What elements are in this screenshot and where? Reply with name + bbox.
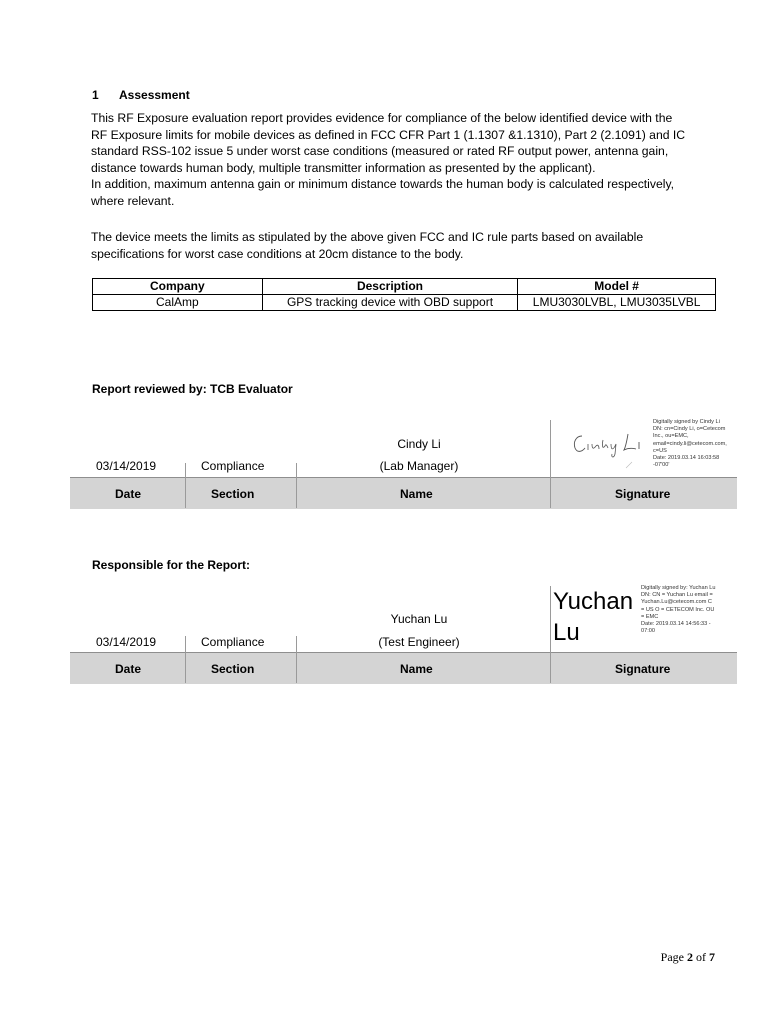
- responsible-title: Responsible for the Report:: [92, 558, 251, 572]
- responsible-name: Yuchan Lu: [390, 612, 448, 626]
- page-current: 2: [687, 950, 693, 964]
- divider: [550, 652, 551, 683]
- description-header: Description: [262, 279, 518, 295]
- digital-signature-line: Inc., ou=EMC,: [653, 433, 689, 440]
- digital-signature-line: -07'00': [653, 462, 670, 469]
- device-table: [92, 278, 716, 311]
- review-header-bar: [70, 477, 737, 509]
- signature-yuchan-lu-line1: Yuchan: [553, 588, 634, 615]
- table-row: [93, 295, 716, 311]
- intro-line: This RF Exposure evaluation report provides evidence for compliance of the below identified device with the: [91, 111, 673, 125]
- name-column-header: Name: [400, 662, 433, 676]
- digital-signature-cindy-li: [653, 419, 741, 469]
- section-number: 1: [92, 88, 99, 102]
- page-total: 7: [709, 950, 715, 964]
- section-title: Assessment: [119, 88, 190, 102]
- digital-signature-line: Date: 2019.03.14 14:56:33 -: [641, 621, 711, 628]
- intro-line: In addition, maximum antenna gain or minimum distance towards the human body is calculated respectively,: [91, 177, 675, 192]
- review-date: 03/14/2019: [96, 459, 157, 473]
- model-header: Model #: [518, 279, 716, 295]
- divider: [185, 463, 186, 477]
- divider: [550, 477, 551, 508]
- signature-cindy-li: [570, 424, 646, 474]
- signature-yuchan-lu-line2: Lu: [553, 619, 580, 646]
- digital-signature-line: DN: cn=Cindy Li, o=Cetecom: [653, 426, 726, 433]
- company-header: Company: [93, 279, 263, 295]
- page-number: [661, 950, 715, 965]
- compliance-line: specifications for worst case conditions at 20cm distance to the body.: [91, 246, 464, 261]
- intro-line: standard RSS-102 issue 5 under worst case conditions (measured or rated RF output power, antenna gain,: [91, 144, 669, 159]
- responsible-role: (Test Engineer): [378, 635, 460, 649]
- responsible-date: 03/14/2019: [96, 635, 157, 649]
- section-column-header: Section: [211, 487, 255, 501]
- signature-column-header: Signature: [615, 487, 671, 501]
- company-cell: CalAmp: [93, 295, 263, 311]
- device-table-header-row: [93, 279, 716, 295]
- section-heading: [92, 88, 190, 102]
- divider: [550, 420, 551, 477]
- digital-signature-line: Date: 2019.03.14 16:03:58: [653, 455, 720, 462]
- digital-signature-line: 07:00: [641, 628, 655, 635]
- section-column-header: Section: [211, 662, 255, 676]
- divider: [185, 652, 186, 683]
- digital-signature-line: Digitally signed by: Yuchan Lu: [641, 585, 716, 591]
- divider: [296, 652, 297, 683]
- date-column-header: Date: [115, 662, 142, 676]
- digital-signature-line: c=US: [653, 447, 667, 454]
- model-cell: LMU3030LVBL, LMU3035LVBL: [518, 295, 716, 311]
- intro-line: distance towards human body, multiple transmitter information as presented by the applicant).: [91, 160, 596, 175]
- digital-signature-line: DN: CN = Yuchan Lu email =: [641, 592, 713, 599]
- review-role: (Lab Manager): [379, 459, 459, 473]
- responsible-section: Compliance: [201, 635, 265, 649]
- compliance-line: The device meets the limits as stipulated by the above given FCC and IC rule parts based on available: [91, 230, 644, 244]
- page-of: of: [696, 950, 706, 964]
- name-column-header: Name: [400, 487, 433, 501]
- intro-line: RF Exposure limits for mobile devices as defined in FCC CFR Part 1 (1.1307 &1.1310), Part 2 (2.1091) and IC: [91, 127, 686, 142]
- description-cell: GPS tracking device with OBD support: [262, 295, 518, 311]
- date-column-header: Date: [115, 487, 142, 501]
- digital-signature-line: email=cindy.li@cetecom.com,: [653, 440, 727, 447]
- signature-column-header: Signature: [615, 662, 671, 676]
- divider: [185, 636, 186, 652]
- page-prefix: Page: [660, 950, 684, 964]
- divider: [550, 586, 551, 652]
- digital-signature-line: = US O = CETECOM Inc. OU: [641, 606, 715, 613]
- digital-signature-line: Digitally signed by Cindy Li: [653, 419, 720, 425]
- digital-signature-line: Yuchan.Lu@cetecom.com C: [641, 599, 712, 606]
- intro-paragraph: [91, 110, 721, 210]
- review-title: Report reviewed by: TCB Evaluator: [92, 382, 293, 396]
- digital-signature-line: = EMC: [641, 613, 659, 620]
- review-section: Compliance: [201, 459, 265, 473]
- responsible-header-bar: [70, 652, 737, 684]
- divider: [185, 477, 186, 508]
- divider: [296, 477, 297, 508]
- review-name: Cindy Li: [397, 437, 441, 451]
- compliance-paragraph: [91, 229, 721, 262]
- digital-signature-yuchan-lu: [641, 585, 737, 635]
- intro-line: where relevant.: [91, 193, 175, 208]
